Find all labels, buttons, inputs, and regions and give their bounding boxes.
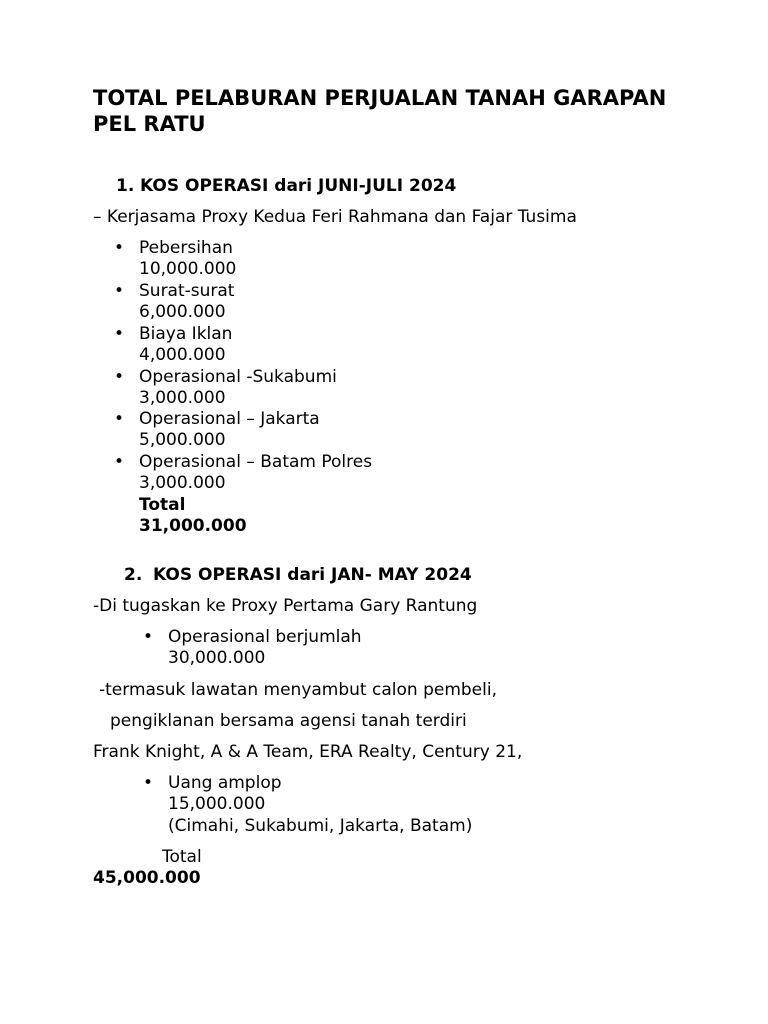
list-item-amount: 15,000.000 xyxy=(168,794,266,814)
list-item-label: Operasional – Jakarta xyxy=(139,409,320,429)
list-item-label: Operasional -Sukabumi xyxy=(139,367,337,387)
document-title: TOTAL PELABURAN PERJUALAN TANAH GARAPAN PEL RATU xyxy=(93,86,667,136)
section-1-heading: KOS OPERASI dari JUNI-JULI 2024 xyxy=(140,176,457,196)
list-item-label: Uang amplop xyxy=(168,773,282,793)
bullet-icon: • xyxy=(114,367,125,387)
section-1-intro: – Kerjasama Proxy Kedua Feri Rahmana dan Fajar Tusima xyxy=(93,207,577,227)
section-2-intro: -Di tugaskan ke Proxy Pertama Gary Rantung xyxy=(93,596,478,616)
section-1-total-label: Total xyxy=(139,495,186,515)
section-2-number: 2. xyxy=(124,565,143,585)
list-item-amount: 30,000.000 xyxy=(168,648,266,668)
section-2-total-value: 45,000.000 xyxy=(93,868,201,888)
bullet-icon: • xyxy=(114,324,125,344)
bullet-icon: • xyxy=(143,773,154,793)
list-item-amount: 3,000.000 xyxy=(139,388,226,408)
bullet-icon: • xyxy=(114,452,125,472)
list-item-detail: (Cimahi, Sukabumi, Jakarta, Batam) xyxy=(168,816,473,836)
list-item-amount: 3,000.000 xyxy=(139,473,226,493)
section-2-note-line-1: -termasuk lawatan menyambut calon pembeli, xyxy=(99,680,497,700)
list-item-amount: 10,000.000 xyxy=(139,259,237,279)
section-1-total-value: 31,000.000 xyxy=(139,516,247,536)
list-item-label: Pebersihan xyxy=(139,238,233,258)
section-1-number: 1. xyxy=(116,176,135,196)
list-item-label: Operasional – Batam Polres xyxy=(139,452,373,472)
list-item-label: Operasional berjumlah xyxy=(168,627,362,647)
section-2-note-line-3: Frank Knight, A & A Team, ERA Realty, Century 21, xyxy=(93,742,523,762)
list-item-amount: 5,000.000 xyxy=(139,430,226,450)
section-2-note-line-2: pengiklanan bersama agensi tanah terdiri xyxy=(110,711,467,731)
bullet-icon: • xyxy=(114,281,125,301)
list-item-label: Biaya Iklan xyxy=(139,324,233,344)
section-2-heading: KOS OPERASI dari JAN- MAY 2024 xyxy=(153,565,472,585)
bullet-icon: • xyxy=(114,409,125,429)
list-item-label: Surat-surat xyxy=(139,281,235,301)
section-2-total-label: Total xyxy=(162,847,202,867)
bullet-icon: • xyxy=(143,627,154,647)
bullet-icon: • xyxy=(114,238,125,258)
list-item-amount: 6,000.000 xyxy=(139,302,226,322)
list-item-amount: 4,000.000 xyxy=(139,345,226,365)
